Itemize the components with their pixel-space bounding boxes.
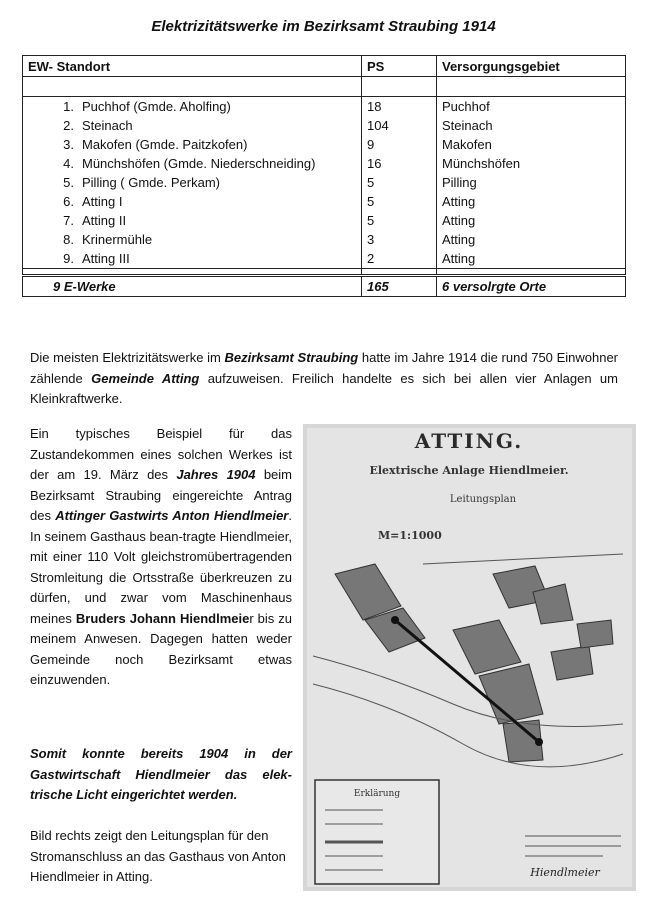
cell-ps: 5 [362,211,437,230]
standort-name: Atting II [82,213,127,228]
table-row [23,211,626,230]
cell-gebiet: Münchshöfen [437,154,626,173]
leitungsplan-image [303,424,636,891]
standort-name: Steinach [82,118,133,133]
cell-gebiet: Pilling [437,173,626,192]
table-row [23,97,626,117]
table-row [23,230,626,249]
cell-standort [23,154,362,173]
bezirksamt-emph: Bezirksamt Straubing [224,350,359,365]
table-spacer-row [23,77,626,97]
plan-label: Leitungsplan [449,494,517,505]
gemeinde-emph: Gemeinde Atting [91,370,200,386]
table-row [23,173,626,192]
cell-gebiet: Atting [437,249,626,269]
row-number: 8. [63,232,74,247]
total-standort: 9 E-Werke [23,276,362,297]
row-number: 6. [63,194,74,209]
table-row [23,249,626,269]
conclusion-paragraph: Somit konnte bereits 1904 in der Gastwirtschaft Hiendlmeier das elek-trische Licht eingerichtet werden. [30,746,292,802]
row-number: 9. [63,251,74,266]
table-row [23,116,626,135]
cell-standort [23,230,362,249]
cell-standort [23,211,362,230]
power-plants-table [22,55,626,297]
cell-standort [23,97,362,117]
header-standort: EW- Standort [23,56,362,77]
cell-standort [23,135,362,154]
table-row [23,154,626,173]
standort-name: Puchhof (Gmde. Aholfing) [82,99,231,114]
cell-ps: 16 [362,154,437,173]
bruder-emph: Bruders Johann Hiendlmeie [75,610,250,626]
cell-ps: 5 [362,192,437,211]
cell-standort [23,173,362,192]
header-gebiet: Versorgungsgebiet [437,56,626,77]
legend-title: Erklärung [353,789,401,799]
cell-ps: 3 [362,230,437,249]
page-title: Elektrizitätswerke im Bezirksamt Straubing 1914 [151,18,496,35]
table-row [23,135,626,154]
cell-ps: 5 [362,173,437,192]
cell-gebiet: Steinach [437,116,626,135]
table-total-row [23,276,626,297]
row-number: 3. [63,137,74,152]
standort-name: Münchshöfen (Gmde. Niederschneiding) [82,156,316,171]
standort-name: Atting III [82,251,130,266]
standort-name: Makofen (Gmde. Paitzkofen) [82,137,248,152]
row-number: 7. [63,213,74,228]
row-number: 5. [63,175,74,190]
gastwirt-emph: Attinger Gastwirts Anton Hiendlmeier [55,508,289,523]
cell-gebiet: Atting [437,192,626,211]
plan-scale: M=1:1000 [378,529,442,542]
cell-ps: 2 [362,249,437,269]
total-ps: 165 [362,276,437,297]
cell-standort [23,249,362,269]
year-emph: Jahres 1904 [176,467,256,482]
total-gebiet: 6 versolrgte Orte [437,276,626,297]
cell-ps: 18 [362,97,437,117]
plan-drawing [303,424,636,891]
cell-standort [23,192,362,211]
intro-paragraph: Die meisten Elektrizitätswerke im Bezirksamt Straubing hatte im Jahre 1914 die rund 750 Einwohner zählende Gemeinde Atting aufzuweisen. Freilich handelte es sich bei allen vier Anlagen um Kleinkraftwerke. [30,350,618,406]
cell-gebiet: Atting [437,211,626,230]
cell-ps: 9 [362,135,437,154]
example-paragraph: Ein typisches Beispiel für das Zustandekommen eines solchen Werkes ist der am 19. März des Jahres 1904 beim Bezirksamt Straubing eingereichte Antrag des Attinger Gastwirts Anton Hiendlmeier. In seinem Gasthaus bean-tragte Hiendlmeier, mit einer 110 Volt gleichstromübertragenden Stromleitung die Ortsstraße überkreuzen zu dürfen, und zwar vom Maschinenhaus meines Bruders Johann Hiendlmeier bis zu meinem Anwesen. Dagegen hatten weder Gemeinde noch Bezirksamt etwas einzuwenden. [30,426,292,687]
cell-gebiet: Atting [437,230,626,249]
plan-signature: Hiendlmeier [530,866,600,879]
caption-paragraph: Bild rechts zeigt den Leitungsplan für den Stromanschluss an das Gasthaus von Anton Hiendlmeier in Atting. [30,828,286,884]
row-number: 4. [63,156,74,171]
row-number: 2. [63,118,74,133]
table-header-row [23,56,626,77]
standort-name: Krinermühle [82,232,153,247]
row-number: 1. [63,99,74,114]
standort-name: Atting I [82,194,123,209]
header-ps: PS [362,56,437,77]
cell-gebiet: Makofen [437,135,626,154]
standort-name: Pilling ( Gmde. Perkam) [82,175,220,190]
cell-ps: 104 [362,116,437,135]
table-divider-row [23,269,626,276]
plan-heading: ATTING. [414,429,524,453]
table-row [23,192,626,211]
cell-standort [23,116,362,135]
plan-subtitle: Elextrische Anlage Hiendlmeier. [369,464,569,477]
cell-gebiet: Puchhof [437,97,626,117]
